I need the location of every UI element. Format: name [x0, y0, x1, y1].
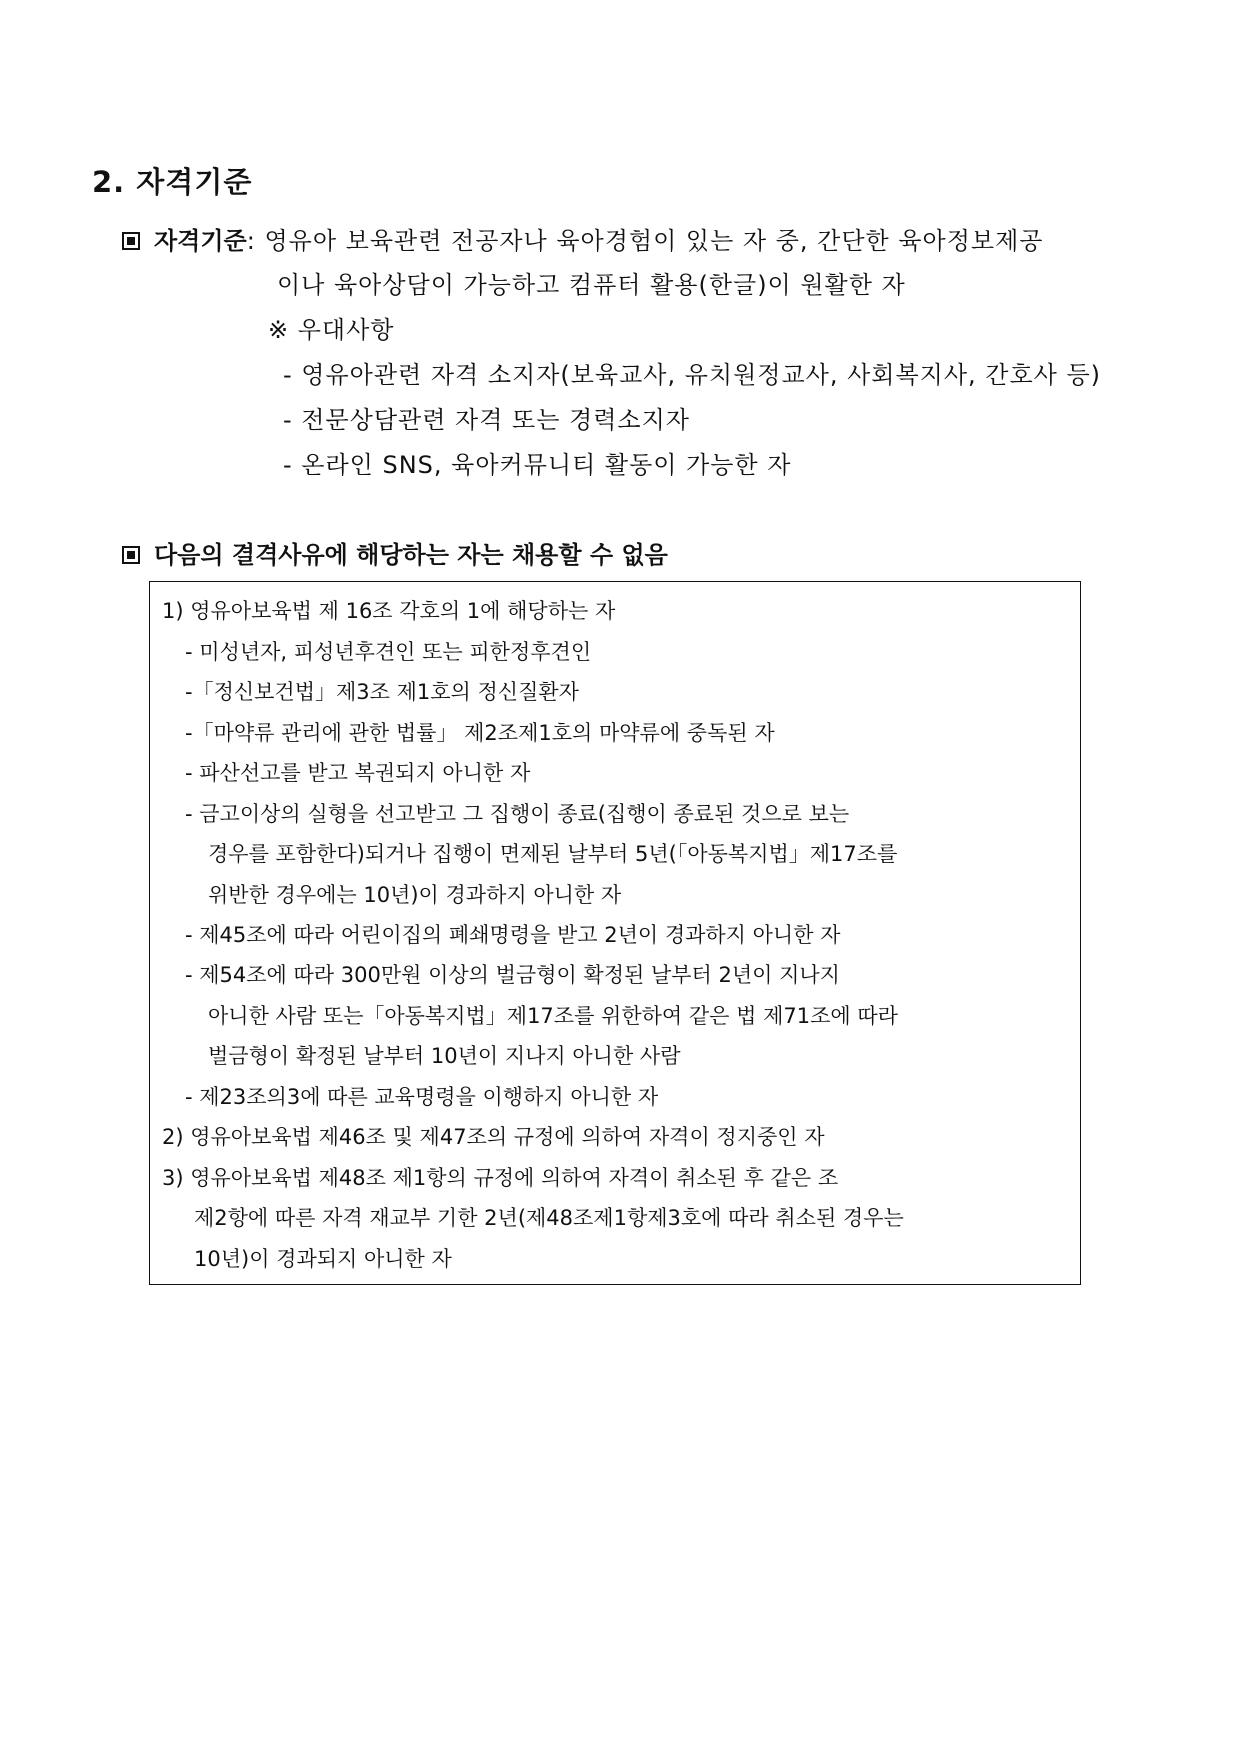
square-bullet-icon [122, 232, 140, 250]
section-title: 2. 자격기준 [92, 165, 253, 199]
box-line: - 금고이상의 실형을 선고받고 그 집행이 종료(집행이 종료된 것으로 보는 [185, 802, 850, 826]
preferred-item: - 영유아관련 자격 소지자(보육교사, 유치원정교사, 사회복지사, 간호사 등) [283, 361, 1102, 389]
box-line: - 제54조에 따라 300만원 이상의 벌금형이 확정된 날부터 2년이 지나지 [185, 963, 840, 987]
criteria-line-1 [122, 221, 1043, 256]
box-line: 벌금형이 확정된 날부터 10년이 지나지 아니한 사람 [208, 1044, 681, 1068]
box-line: 경우를 포함한다)되거나 집행이 면제된 날부터 5년(「아동복지법」제17조를 [208, 842, 898, 866]
disqualification-box [149, 581, 1081, 1285]
box-line: 위반한 경우에는 10년)이 경과하지 아니한 자 [208, 883, 622, 907]
preferred-item: - 온라인 SNS, 육아커뮤니티 활동이 가능한 자 [283, 451, 792, 479]
criteria-text-2: 이나 육아상담이 가능하고 컴퓨터 활용(한글)이 원활한 자 [277, 271, 906, 299]
disqualification-heading-row [122, 535, 668, 570]
box-line: - 파산선고를 받고 복권되지 아니한 자 [185, 761, 531, 785]
box-line: 아니한 사람 또는「아동복지법」제17조를 위한하여 같은 법 제71조에 따라 [208, 1004, 898, 1028]
disqualification-heading: 다음의 결격사유에 해당하는 자는 채용할 수 없음 [154, 541, 668, 569]
square-bullet-icon [122, 546, 140, 564]
box-line: 제2항에 따른 자격 재교부 기한 2년(제48조제1항제3호에 따라 취소된 경우는 [194, 1206, 904, 1230]
criteria-text-1: : 영유아 보육관련 전공자나 육아경험이 있는 자 중, 간단한 육아정보제공 [246, 227, 1044, 255]
box-line: -「정신보건법」제3조 제1호의 정신질환자 [185, 680, 579, 704]
box-line: 10년)이 경과되지 아니한 자 [194, 1247, 452, 1271]
box-line: 3) 영유아보육법 제48조 제1항의 규정에 의하여 자격이 취소된 후 같은 조 [162, 1166, 839, 1190]
box-line: - 제23조의3에 따른 교육명령을 이행하지 아니한 자 [185, 1085, 659, 1109]
box-line: - 미성년자, 피성년후견인 또는 피한정후견인 [185, 640, 592, 664]
box-line: -「마약류 관리에 관한 법률」 제2조제1호의 마약류에 중독된 자 [185, 721, 775, 745]
criteria-label: 자격기준 [154, 227, 247, 255]
box-line: 2) 영유아보육법 제46조 및 제47조의 규정에 의하여 자격이 정지중인 자 [162, 1125, 825, 1149]
box-line: 1) 영유아보육법 제 16조 각호의 1에 해당하는 자 [162, 599, 616, 623]
box-line: - 제45조에 따라 어린이집의 폐쇄명령을 받고 2년이 경과하지 아니한 자 [185, 923, 841, 947]
preferred-title: ※ 우대사항 [268, 316, 395, 344]
preferred-item: - 전문상담관련 자격 또는 경력소지자 [283, 406, 690, 434]
